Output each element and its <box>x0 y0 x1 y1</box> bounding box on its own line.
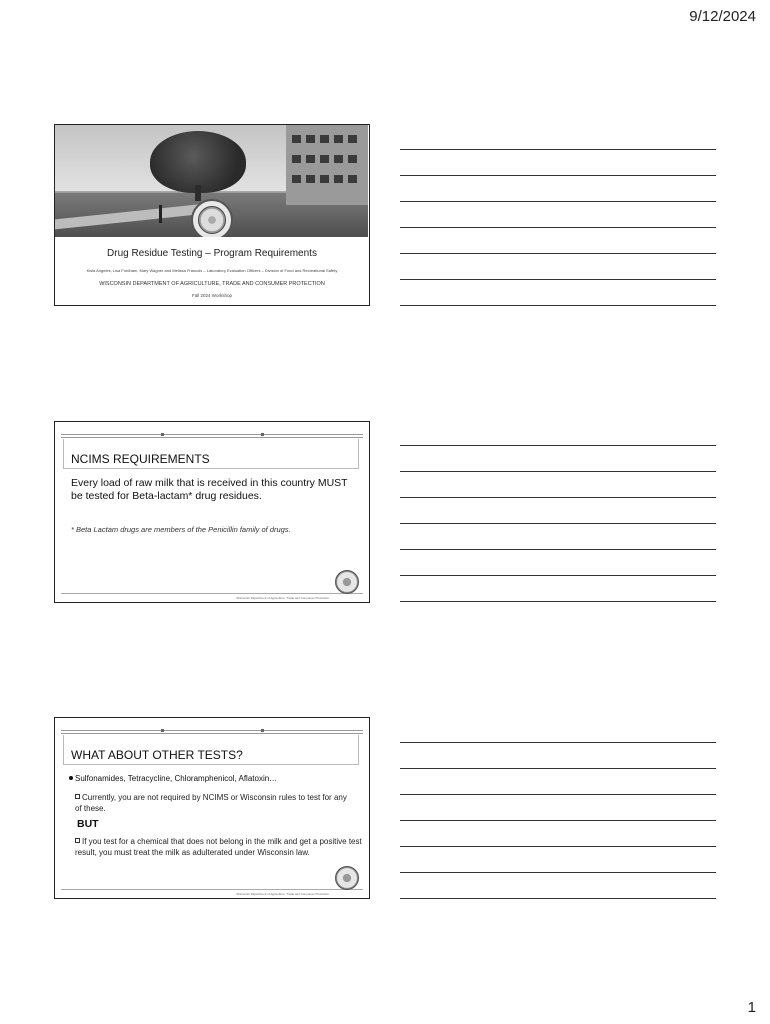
bullet-item: Sulfonamides, Tetracycline, Chloramphenicol, Aflatoxin… <box>69 774 277 783</box>
slide-authors: Kisia Angeles, Lisa Fordham, Mary Wagner and Melissa Francois – Laboratory Evaluation Officers – Division of Food and Recreational Safety <box>86 268 338 273</box>
slide-thumbnail-1 <box>54 124 370 306</box>
slide-body-text: Every load of raw milk that is received in this country MUST be tested for Beta-lactam* drug residues. <box>71 477 348 502</box>
slide-footer: Wisconsin Department of Agriculture, Trade and Consumer Protection <box>236 892 329 896</box>
sub-bullet-item: If you test for a chemical that does not belong in the milk and get a positive test result, you must treat the milk as adulterated under Wisconsin law. <box>75 837 362 857</box>
print-date: 9/12/2024 <box>689 8 756 25</box>
sub-bullet-item: Currently, you are not required by NCIMS or Wisconsin rules to test for any of these. <box>75 793 347 813</box>
campus-photo <box>55 125 368 237</box>
slide-footer: Wisconsin Department of Agriculture, Trade and Consumer Protection <box>236 596 329 600</box>
slide-heading: NCIMS REQUIREMENTS <box>71 452 210 466</box>
slide-event: Fall 2024 Workshop <box>192 293 232 298</box>
page-number: 1 <box>747 999 756 1016</box>
state-seal-icon <box>335 570 359 594</box>
slide-title: Drug Residue Testing – Program Requirements <box>107 248 317 259</box>
emphasis-text: BUT <box>77 818 99 830</box>
square-bullet-icon <box>75 794 80 799</box>
building-image <box>286 125 368 205</box>
slide-thumbnail-2 <box>54 421 370 603</box>
slide-department: WISCONSIN DEPARTMENT OF AGRICULTURE, TRADE AND CONSUMER PROTECTION <box>99 281 325 287</box>
state-seal-icon <box>191 199 233 237</box>
square-bullet-icon <box>75 838 80 843</box>
bullet-icon <box>69 776 73 780</box>
slide-footnote: * Beta Lactam drugs are members of the Penicillin family of drugs. <box>71 525 291 534</box>
tree-image <box>150 131 246 193</box>
slide-heading: WHAT ABOUT OTHER TESTS? <box>71 748 243 762</box>
slide-thumbnail-3 <box>54 717 370 899</box>
state-seal-icon <box>335 866 359 890</box>
